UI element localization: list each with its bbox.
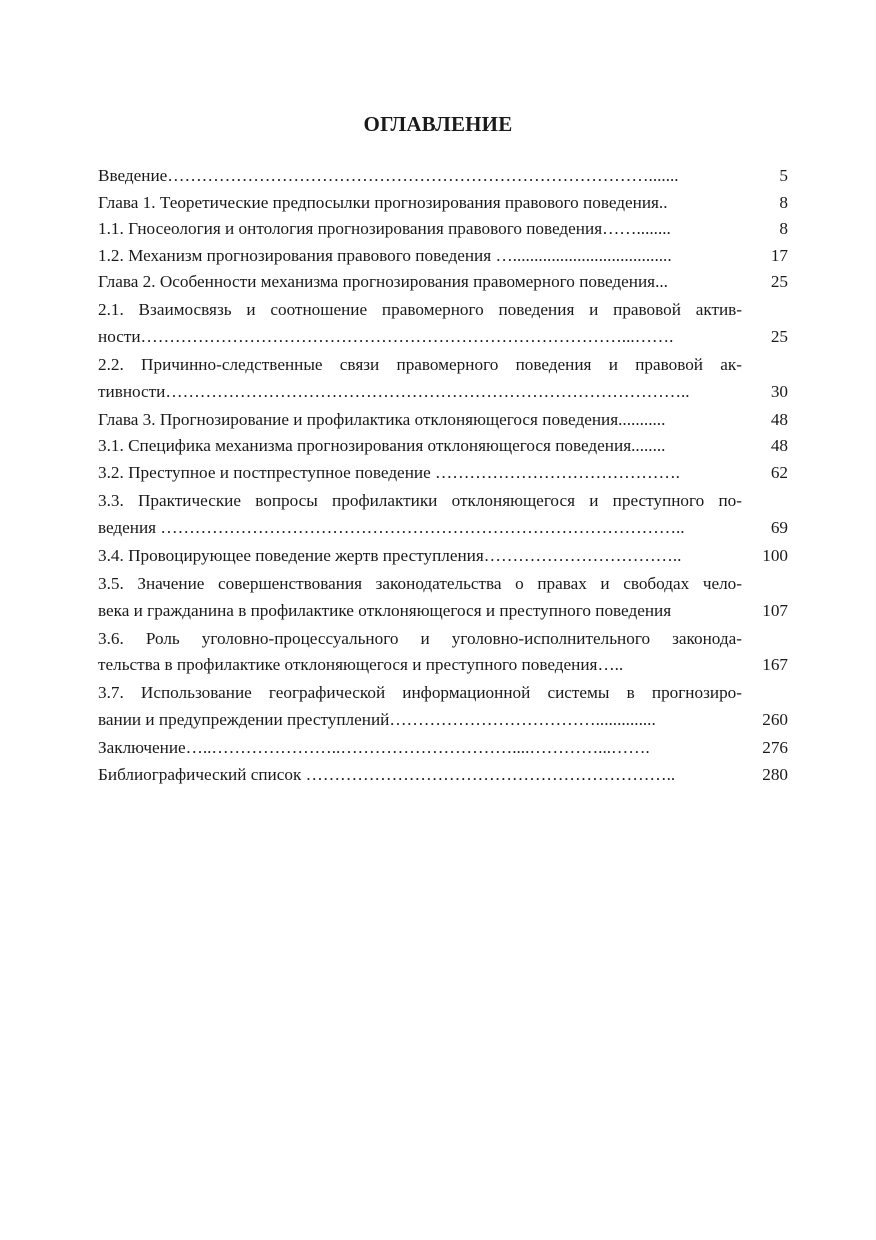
toc-entry-2-2 bbox=[98, 352, 792, 405]
toc-entry-conclusion bbox=[98, 735, 792, 762]
toc-page-number: 17 bbox=[770, 245, 788, 265]
toc-page-number: 167 bbox=[762, 655, 788, 675]
toc-entry-3-6 bbox=[98, 626, 792, 679]
toc-entry-text: Глава 3. Прогнозирование и профилактика отклоняющегося поведения........... bbox=[98, 409, 666, 429]
toc-entry-chapter-1 bbox=[98, 190, 792, 217]
toc-entry-text-continued: ности…………………………………………………………………………...……. bbox=[98, 327, 674, 347]
toc-entry-text: 3.3. Практические вопросы профилактики отклоняющегося и преступного по- bbox=[98, 491, 742, 511]
toc-entry-chapter-2 bbox=[98, 269, 792, 296]
toc-entry-text-continued: тивности……………………………………………………………………………….. bbox=[98, 381, 690, 401]
toc-entry-3-3 bbox=[98, 488, 792, 541]
toc-entry-text: 1.2. Механизм прогнозирования правового поведения …..................................... bbox=[98, 245, 672, 265]
toc-entry-text: Глава 2. Особенности механизма прогнозирования правомерного поведения... bbox=[98, 272, 668, 292]
toc-entry-text-continued: ведения ……………………………………………………………………………….. bbox=[98, 517, 685, 537]
toc-page-number: 30 bbox=[770, 381, 788, 401]
toc-page-number: 25 bbox=[770, 272, 788, 292]
toc-page-number: 8 bbox=[779, 219, 788, 239]
toc-entry-3-1 bbox=[98, 433, 792, 460]
toc-entry-text: 3.2. Преступное и постпреступное поведение ……………………………………. bbox=[98, 463, 680, 483]
toc-entry-text: 3.5. Значение совершенствования законодательства о правах и свободах чело- bbox=[98, 573, 742, 593]
toc-entry-chapter-3 bbox=[98, 407, 792, 434]
toc-entry-3-2 bbox=[98, 460, 792, 487]
toc-entry-text: Библиографический список ……………………………………………………….. bbox=[98, 764, 676, 784]
toc-entry-1-1 bbox=[98, 216, 792, 243]
toc-entry-text: Введение…………………………………………………………………………....... bbox=[98, 166, 679, 185]
toc-page-number: 25 bbox=[770, 327, 788, 347]
toc-page-number: 280 bbox=[762, 764, 788, 784]
toc-entry-2-1 bbox=[98, 297, 792, 350]
toc-page-number: 62 bbox=[770, 463, 788, 483]
toc-entry-introduction bbox=[98, 163, 792, 190]
toc-entry-text: 3.7. Использование географической информационной системы в прогнозиро- bbox=[98, 683, 742, 703]
toc-page-number: 69 bbox=[770, 517, 788, 537]
toc-entry-text: 3.1. Специфика механизма прогнозирования отклоняющегося поведения........ bbox=[98, 436, 666, 456]
toc-entry-text: 3.4. Провоцирующее поведение жертв преступления…………………………….. bbox=[98, 545, 682, 565]
toc-entry-text: 2.1. Взаимосвязь и соотношение правомерного поведения и правовой актив- bbox=[98, 300, 742, 320]
table-of-contents bbox=[98, 163, 792, 788]
toc-page-number: 48 bbox=[770, 436, 788, 456]
toc-page-number: 5 bbox=[779, 166, 788, 185]
toc-page-number: 260 bbox=[762, 709, 788, 729]
toc-entry-text-continued: тельства в профилактике отклоняющегося и преступного поведения….. bbox=[98, 655, 624, 675]
toc-page-number: 100 bbox=[762, 545, 788, 565]
toc-entry-bibliography bbox=[98, 762, 792, 789]
toc-entry-text-continued: века и гражданина в профилактике отклоняющегося и преступного поведения bbox=[98, 600, 672, 620]
toc-entry-text: 3.6. Роль уголовно-процессуального и уголовно-исполнительного законода- bbox=[98, 628, 742, 648]
page-title: ОГЛАВЛЕНИЕ bbox=[363, 112, 513, 136]
toc-entry-text: Заключение…..…………………..…………………………....…………...……. bbox=[98, 737, 650, 757]
toc-page-number: 276 bbox=[762, 737, 788, 757]
toc-entry-text: 2.2. Причинно-следственные связи правомерного поведения и правовой ак- bbox=[98, 355, 742, 375]
toc-entry-text: Глава 1. Теоретические предпосылки прогнозирования правового поведения.. bbox=[98, 192, 668, 212]
toc-entry-3-4 bbox=[98, 543, 792, 570]
toc-page-number: 48 bbox=[770, 409, 788, 429]
toc-entry-3-7 bbox=[98, 680, 792, 733]
toc-entry-1-2 bbox=[98, 243, 792, 270]
toc-page-number: 107 bbox=[762, 600, 788, 620]
toc-entry-text-continued: вании и предупреждении преступлений……………………………….............. bbox=[98, 709, 656, 729]
toc-page-number: 8 bbox=[779, 192, 788, 212]
toc-entry-text: 1.1. Гносеология и онтология прогнозирования правового поведения……........ bbox=[98, 219, 671, 239]
toc-entry-3-5 bbox=[98, 571, 792, 624]
